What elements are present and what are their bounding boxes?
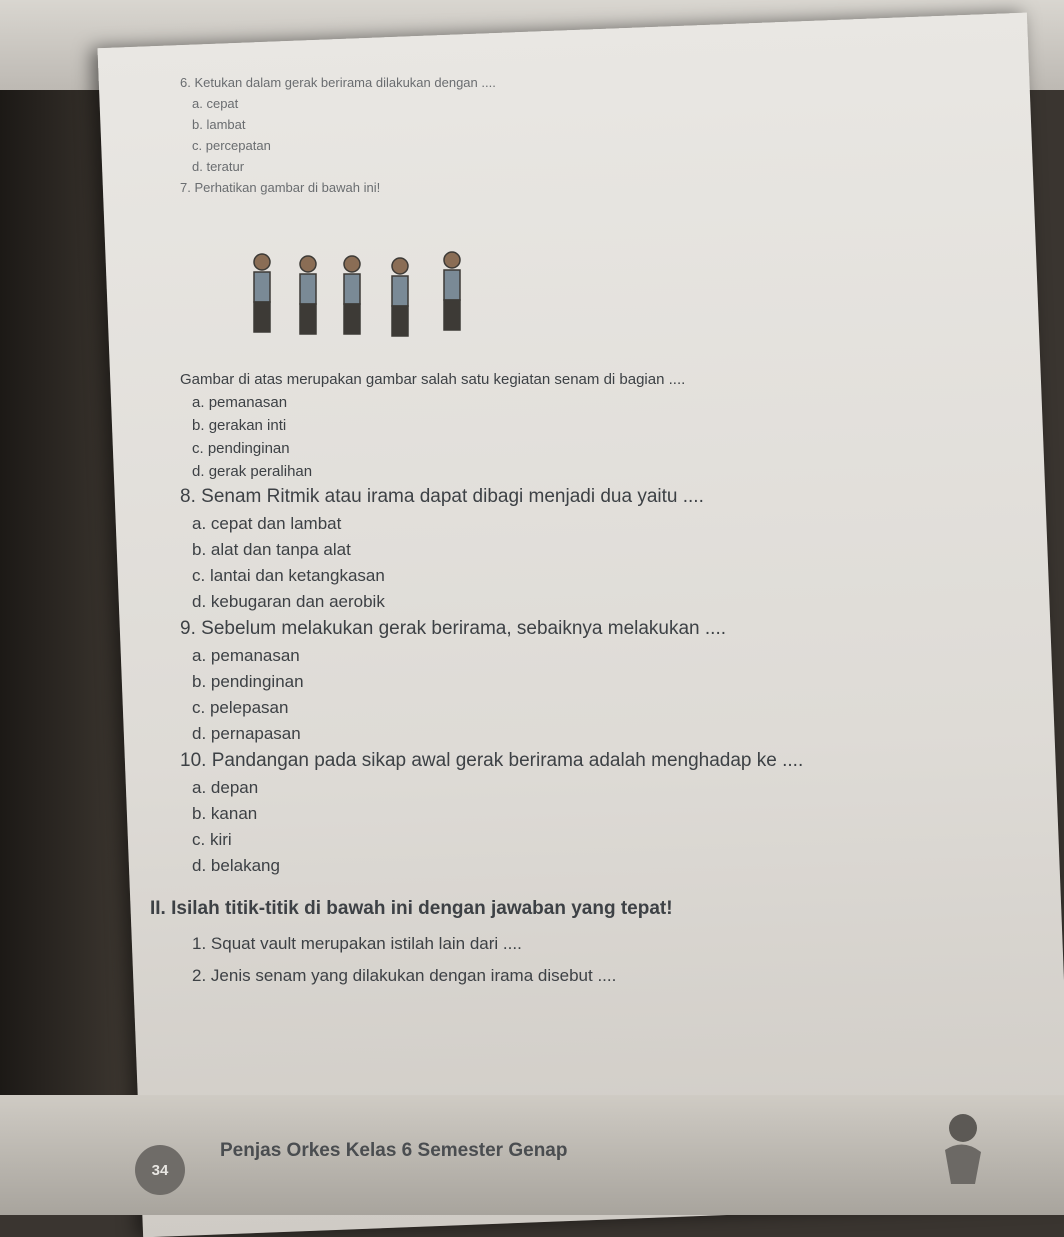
option-8d: d. kebugaran dan aerobik xyxy=(192,592,385,611)
question-9: 9. Sebelum melakukan gerak berirama, sebaiknya melakukan .... xyxy=(180,618,727,639)
option-7b: b. gerakan inti xyxy=(192,417,287,434)
option-10b: b. kanan xyxy=(192,804,258,823)
option-6c: c. percepatan xyxy=(192,138,271,153)
page-number: 34 xyxy=(135,1145,185,1195)
option-6d: d. teratur xyxy=(192,159,245,174)
option-10a: a. depan xyxy=(192,778,259,797)
section-2-item-1: 1. Squat vault merupakan istilah lain dari .... xyxy=(192,934,522,953)
option-9a: a. pemanasan xyxy=(192,646,300,665)
option-9d: d. pernapasan xyxy=(192,724,301,743)
option-9c: c. pelepasan xyxy=(192,698,289,717)
option-10c: c. kiri xyxy=(192,830,232,849)
question-10: 10. Pandangan pada sikap awal gerak berirama adalah menghadap ke .... xyxy=(180,750,804,771)
section-2-heading: II. Isilah titik-titik di bawah ini dengan jawaban yang tepat! xyxy=(150,898,673,919)
option-10d: d. belakang xyxy=(192,856,280,875)
option-7c: c. pendinginan xyxy=(192,440,290,457)
option-8c: c. lantai dan ketangkasan xyxy=(192,566,385,585)
question-6: 6. Ketukan dalam gerak berirama dilakukan dengan .... xyxy=(180,75,496,90)
option-9b: b. pendinginan xyxy=(192,672,304,691)
section-2-item-2: 2. Jenis senam yang dilakukan dengan irama disebut .... xyxy=(192,966,617,985)
option-8b: b. alat dan tanpa alat xyxy=(192,540,351,559)
question-7: 7. Perhatikan gambar di bawah ini! xyxy=(180,180,381,195)
book-title: Penjas Orkes Kelas 6 Semester Genap xyxy=(220,1140,568,1161)
option-6b: b. lambat xyxy=(192,117,246,132)
questions-container xyxy=(150,55,1000,986)
option-8a: a. cepat dan lambat xyxy=(192,514,342,533)
option-7a: a. pemanasan xyxy=(192,394,288,411)
children-exercise-illustration xyxy=(240,240,480,365)
option-6a: a. cepat xyxy=(192,96,239,111)
question-8: 8. Senam Ritmik atau irama dapat dibagi menjadi dua yaitu .... xyxy=(180,486,704,507)
mascot-icon xyxy=(925,1100,995,1190)
question-7-caption: Gambar di atas merupakan gambar salah satu kegiatan senam di bagian .... xyxy=(180,371,686,388)
option-7d: d. gerak peralihan xyxy=(192,463,313,480)
